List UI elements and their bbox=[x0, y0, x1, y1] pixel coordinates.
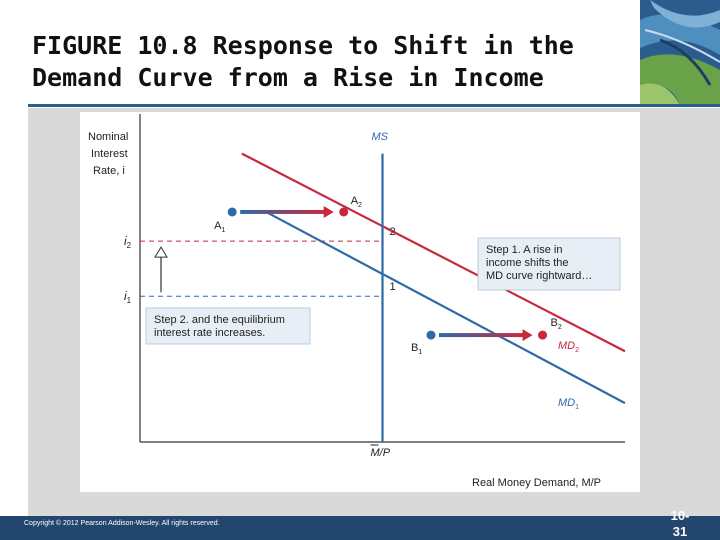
y-axis-label bbox=[88, 131, 128, 177]
callout-step1-line-2: income shifts the bbox=[486, 257, 569, 269]
shift-arrow-a-shaft bbox=[240, 210, 326, 214]
x-axis-label: Real Money Demand, M/P bbox=[472, 477, 601, 489]
point-label-a2: $A_2$ bbox=[350, 194, 362, 209]
copyright-text: Copyright © 2012 Pearson Addison-Wesley. All rights reserved. bbox=[24, 520, 220, 527]
callout-step1-line-3: MD curve rightward… bbox=[486, 270, 593, 282]
point-label-a1: $A_1$ bbox=[214, 219, 226, 234]
callout-step2-line-1: Step 2. and the equilibrium bbox=[154, 314, 285, 326]
page-number-line-2: 31 bbox=[672, 524, 688, 539]
callout-step2-line-2: interest rate increases. bbox=[154, 327, 266, 339]
label-ms: MS bbox=[371, 131, 388, 143]
point-a1 bbox=[228, 207, 237, 216]
page-number bbox=[655, 508, 705, 540]
slide-title-line-2: Demand Curve from a Rise in Income bbox=[32, 63, 544, 92]
point-label-b1: $B_1$ bbox=[411, 342, 423, 357]
point-b1 bbox=[427, 331, 436, 340]
y-tick-i2: $i_2$ bbox=[124, 234, 132, 251]
equilibrium-label-1: 1 bbox=[389, 281, 396, 294]
y-axis-label-line-2: Interest bbox=[91, 148, 128, 160]
equilibrium-label-2: 2 bbox=[389, 226, 396, 239]
y-axis-label-line-1: Nominal bbox=[88, 131, 129, 143]
point-b2 bbox=[538, 331, 547, 340]
label-md1: $MD_1$ bbox=[558, 397, 580, 411]
slide-title-line-1: FIGURE 10.8 Response to Shift in the bbox=[32, 31, 574, 60]
point-a2 bbox=[339, 207, 348, 216]
y-axis-label-line-3: Rate, i bbox=[93, 165, 125, 177]
page-number-line-1: 10- bbox=[670, 508, 690, 523]
point-label-b2: $B_2$ bbox=[550, 317, 562, 332]
y-tick-i1: $i_1$ bbox=[124, 289, 132, 306]
chart-background bbox=[80, 112, 640, 492]
x-tick-mp: M/P bbox=[370, 447, 391, 459]
shift-arrow-b-shaft bbox=[439, 333, 525, 337]
callout-step1-line-1: Step 1. A rise in bbox=[486, 244, 563, 256]
label-md2: $MD_2$ bbox=[558, 340, 580, 354]
